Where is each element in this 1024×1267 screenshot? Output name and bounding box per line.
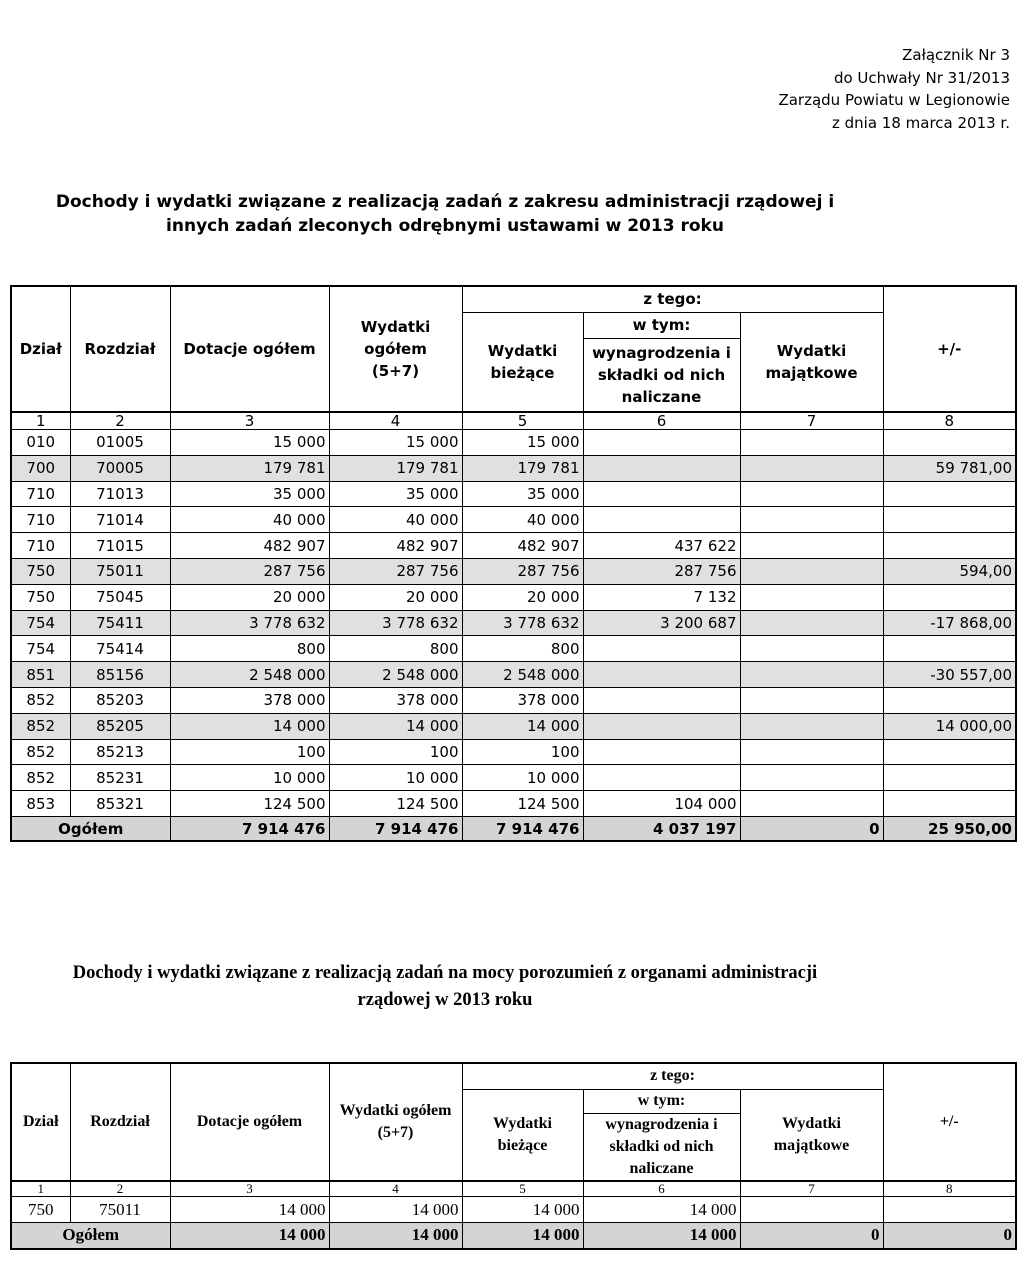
cell-wynagrodzenia bbox=[583, 687, 740, 713]
section1-title bbox=[20, 190, 870, 238]
cell-dotacje: 15 000 bbox=[170, 430, 329, 456]
header-majatkowe bbox=[740, 312, 883, 412]
cell-wydatki-ogolem: 20 000 bbox=[329, 584, 462, 610]
column-number: 8 bbox=[883, 412, 1016, 430]
attachment-note bbox=[778, 44, 1010, 134]
cell-wynagrodzenia bbox=[583, 430, 740, 456]
header-line: Wydatki bbox=[776, 341, 847, 360]
cell-wynagrodzenia bbox=[583, 739, 740, 765]
cell-rozdzial: 85205 bbox=[70, 713, 170, 739]
cell-wydatki-ogolem: 14 000 bbox=[329, 1197, 462, 1223]
header-line: bieżące bbox=[497, 1136, 548, 1154]
header-line: majątkowe bbox=[773, 1136, 850, 1154]
cell-biezace: 287 756 bbox=[462, 558, 583, 584]
cell-dotacje: 800 bbox=[170, 636, 329, 662]
column-number-row bbox=[11, 412, 1016, 430]
cell-biezace: 40 000 bbox=[462, 507, 583, 533]
cell-plusminus bbox=[883, 533, 1016, 559]
header-line: (5+7) bbox=[377, 1124, 414, 1141]
cell-dzial: 010 bbox=[11, 430, 70, 456]
section2-title-line: Dochody i wydatki związane z realizacją zadań na mocy porozumień z organami administracji bbox=[72, 963, 818, 983]
cell-wynagrodzenia: 437 622 bbox=[583, 533, 740, 559]
header-line: Wydatki bbox=[493, 1114, 552, 1132]
cell-dzial: 754 bbox=[11, 636, 70, 662]
column-number: 7 bbox=[740, 412, 883, 430]
header-line: wynagrodzenia i bbox=[605, 1115, 718, 1133]
cell-dzial: 853 bbox=[11, 791, 70, 817]
cell-rozdzial: 71013 bbox=[70, 481, 170, 507]
cell-wydatki-ogolem: 40 000 bbox=[329, 507, 462, 533]
header-line: Wydatki bbox=[782, 1114, 841, 1132]
total-wynagrodzenia: 4 037 197 bbox=[583, 816, 740, 841]
column-number: 3 bbox=[170, 1181, 329, 1197]
cell-dotacje: 14 000 bbox=[170, 1197, 329, 1223]
table-row bbox=[11, 739, 1016, 765]
header-line: bieżące bbox=[490, 363, 555, 382]
cell-wynagrodzenia: 14 000 bbox=[583, 1197, 740, 1223]
cell-plusminus bbox=[883, 765, 1016, 791]
total-dotacje: 7 914 476 bbox=[170, 816, 329, 841]
cell-wydatki-ogolem: 2 548 000 bbox=[329, 662, 462, 688]
cell-dotacje: 179 781 bbox=[170, 455, 329, 481]
cell-wydatki-ogolem: 124 500 bbox=[329, 791, 462, 817]
cell-dzial: 852 bbox=[11, 687, 70, 713]
column-number: 4 bbox=[329, 1181, 462, 1197]
total-wynagrodzenia: 14 000 bbox=[583, 1223, 740, 1249]
total-biezace: 7 914 476 bbox=[462, 816, 583, 841]
total-row bbox=[11, 816, 1016, 841]
section2-title bbox=[20, 960, 870, 1014]
column-number: 6 bbox=[583, 1181, 740, 1197]
column-number: 2 bbox=[70, 1181, 170, 1197]
table-row bbox=[11, 584, 1016, 610]
header-dzial: Dział bbox=[11, 1063, 70, 1181]
header-line: Wydatki bbox=[360, 318, 431, 336]
column-number: 7 bbox=[740, 1181, 883, 1197]
section2-title-line: rządowej w 2013 roku bbox=[357, 990, 533, 1010]
cell-plusminus: -17 868,00 bbox=[883, 610, 1016, 636]
cell-rozdzial: 85203 bbox=[70, 687, 170, 713]
header-majatkowe bbox=[740, 1089, 883, 1181]
cell-dotacje: 20 000 bbox=[170, 584, 329, 610]
cell-dzial: 710 bbox=[11, 533, 70, 559]
cell-wynagrodzenia bbox=[583, 662, 740, 688]
cell-dotacje: 40 000 bbox=[170, 507, 329, 533]
cell-wydatki-ogolem: 287 756 bbox=[329, 558, 462, 584]
table-row bbox=[11, 533, 1016, 559]
cell-wydatki-ogolem: 14 000 bbox=[329, 713, 462, 739]
cell-majatkowe bbox=[740, 791, 883, 817]
agreement-tasks-table bbox=[10, 1062, 1017, 1250]
attachment-note-line: do Uchwały Nr 31/2013 bbox=[833, 68, 1010, 87]
attachment-note-line: z dnia 18 marca 2013 r. bbox=[831, 113, 1010, 132]
total-biezace: 14 000 bbox=[462, 1223, 583, 1249]
table-row bbox=[11, 558, 1016, 584]
cell-majatkowe bbox=[740, 533, 883, 559]
column-number: 4 bbox=[329, 412, 462, 430]
cell-biezace: 800 bbox=[462, 636, 583, 662]
cell-biezace: 10 000 bbox=[462, 765, 583, 791]
cell-wydatki-ogolem: 3 778 632 bbox=[329, 610, 462, 636]
cell-majatkowe bbox=[740, 1197, 883, 1223]
table-row bbox=[11, 610, 1016, 636]
cell-dotacje: 287 756 bbox=[170, 558, 329, 584]
cell-rozdzial: 75414 bbox=[70, 636, 170, 662]
header-line: majątkowe bbox=[765, 363, 858, 382]
header-w-tym: w tym: bbox=[583, 1089, 740, 1113]
cell-plusminus: 59 781,00 bbox=[883, 455, 1016, 481]
cell-plusminus bbox=[883, 430, 1016, 456]
header-line: (5+7) bbox=[371, 362, 420, 380]
cell-biezace: 14 000 bbox=[462, 1197, 583, 1223]
header-line: naliczane bbox=[629, 1159, 694, 1177]
cell-rozdzial: 70005 bbox=[70, 455, 170, 481]
cell-biezace: 20 000 bbox=[462, 584, 583, 610]
cell-wydatki-ogolem: 100 bbox=[329, 739, 462, 765]
cell-biezace: 14 000 bbox=[462, 713, 583, 739]
header-dotacje: Dotacje ogółem bbox=[170, 286, 329, 412]
cell-rozdzial: 85321 bbox=[70, 791, 170, 817]
cell-majatkowe bbox=[740, 610, 883, 636]
header-rozdzial: Rozdział bbox=[70, 286, 170, 412]
cell-biezace: 482 907 bbox=[462, 533, 583, 559]
header-line: składki od nich bbox=[597, 365, 726, 384]
attachment-note-line: Zarządu Powiatu w Legionowie bbox=[778, 91, 1010, 109]
total-wydatki-ogolem: 14 000 bbox=[329, 1223, 462, 1249]
total-label: Ogółem bbox=[11, 816, 170, 841]
header-line: Wydatki ogółem bbox=[339, 1102, 452, 1119]
cell-biezace: 179 781 bbox=[462, 455, 583, 481]
cell-wynagrodzenia: 3 200 687 bbox=[583, 610, 740, 636]
cell-dzial: 750 bbox=[11, 558, 70, 584]
cell-wynagrodzenia bbox=[583, 765, 740, 791]
cell-wydatki-ogolem: 15 000 bbox=[329, 430, 462, 456]
header-dzial: Dział bbox=[11, 286, 70, 412]
table-row bbox=[11, 1197, 1016, 1223]
cell-plusminus bbox=[883, 481, 1016, 507]
header-rozdzial: Rozdział bbox=[70, 1063, 170, 1181]
cell-biezace: 3 778 632 bbox=[462, 610, 583, 636]
cell-wydatki-ogolem: 179 781 bbox=[329, 455, 462, 481]
cell-biezace: 15 000 bbox=[462, 430, 583, 456]
header-line: Wydatki bbox=[487, 341, 558, 360]
cell-biezace: 124 500 bbox=[462, 791, 583, 817]
cell-biezace: 2 548 000 bbox=[462, 662, 583, 688]
cell-biezace: 100 bbox=[462, 739, 583, 765]
cell-dotacje: 3 778 632 bbox=[170, 610, 329, 636]
cell-dzial: 852 bbox=[11, 765, 70, 791]
cell-wydatki-ogolem: 378 000 bbox=[329, 687, 462, 713]
cell-dotacje: 2 548 000 bbox=[170, 662, 329, 688]
cell-plusminus bbox=[883, 1197, 1016, 1223]
cell-plusminus: 594,00 bbox=[883, 558, 1016, 584]
table-row bbox=[11, 481, 1016, 507]
cell-dotacje: 35 000 bbox=[170, 481, 329, 507]
column-number: 5 bbox=[462, 412, 583, 430]
cell-wynagrodzenia bbox=[583, 636, 740, 662]
cell-wydatki-ogolem: 35 000 bbox=[329, 481, 462, 507]
table-row bbox=[11, 791, 1016, 817]
cell-rozdzial: 75045 bbox=[70, 584, 170, 610]
cell-dotacje: 100 bbox=[170, 739, 329, 765]
cell-dzial: 852 bbox=[11, 739, 70, 765]
table-row bbox=[11, 636, 1016, 662]
cell-biezace: 378 000 bbox=[462, 687, 583, 713]
cell-rozdzial: 75411 bbox=[70, 610, 170, 636]
table-row bbox=[11, 765, 1016, 791]
column-number-row bbox=[11, 1181, 1016, 1197]
cell-dotacje: 378 000 bbox=[170, 687, 329, 713]
header-biezace bbox=[462, 312, 583, 412]
cell-dzial: 700 bbox=[11, 455, 70, 481]
cell-majatkowe bbox=[740, 584, 883, 610]
cell-wynagrodzenia: 104 000 bbox=[583, 791, 740, 817]
total-row bbox=[11, 1223, 1016, 1249]
table-row bbox=[11, 507, 1016, 533]
cell-dzial: 754 bbox=[11, 610, 70, 636]
cell-wynagrodzenia: 7 132 bbox=[583, 584, 740, 610]
table-row bbox=[11, 713, 1016, 739]
header-w-tym: w tym: bbox=[583, 312, 740, 338]
total-plusminus: 0 bbox=[883, 1223, 1016, 1249]
header-line: składki od nich bbox=[609, 1137, 714, 1155]
total-label: Ogółem bbox=[11, 1223, 170, 1249]
cell-wynagrodzenia bbox=[583, 481, 740, 507]
cell-majatkowe bbox=[740, 481, 883, 507]
header-line: wynagrodzenia i bbox=[592, 343, 731, 362]
header-wydatki-ogolem bbox=[329, 286, 462, 412]
cell-biezace: 35 000 bbox=[462, 481, 583, 507]
cell-plusminus bbox=[883, 507, 1016, 533]
column-number: 2 bbox=[70, 412, 170, 430]
cell-dzial: 750 bbox=[11, 584, 70, 610]
cell-dzial: 750 bbox=[11, 1197, 70, 1223]
column-number: 5 bbox=[462, 1181, 583, 1197]
cell-wynagrodzenia bbox=[583, 455, 740, 481]
cell-wydatki-ogolem: 10 000 bbox=[329, 765, 462, 791]
cell-majatkowe bbox=[740, 765, 883, 791]
cell-majatkowe bbox=[740, 558, 883, 584]
cell-dotacje: 124 500 bbox=[170, 791, 329, 817]
cell-dzial: 710 bbox=[11, 481, 70, 507]
column-number: 8 bbox=[883, 1181, 1016, 1197]
cell-rozdzial: 85231 bbox=[70, 765, 170, 791]
header-line: naliczane bbox=[621, 387, 702, 406]
cell-wynagrodzenia bbox=[583, 713, 740, 739]
header-plusminus: +/- bbox=[883, 286, 1016, 412]
cell-majatkowe bbox=[740, 430, 883, 456]
column-number: 1 bbox=[11, 412, 70, 430]
header-wydatki-ogolem bbox=[329, 1063, 462, 1181]
cell-wydatki-ogolem: 482 907 bbox=[329, 533, 462, 559]
cell-majatkowe bbox=[740, 739, 883, 765]
cell-rozdzial: 85156 bbox=[70, 662, 170, 688]
table-row bbox=[11, 662, 1016, 688]
cell-rozdzial: 01005 bbox=[70, 430, 170, 456]
header-line: ogółem bbox=[364, 340, 427, 358]
cell-majatkowe bbox=[740, 662, 883, 688]
cell-rozdzial: 75011 bbox=[70, 1197, 170, 1223]
section1-title-line: innych zadań zleconych odrębnymi ustawami w 2013 roku bbox=[166, 216, 724, 236]
cell-dotacje: 482 907 bbox=[170, 533, 329, 559]
header-plusminus: +/- bbox=[883, 1063, 1016, 1181]
cell-dotacje: 10 000 bbox=[170, 765, 329, 791]
column-number: 1 bbox=[11, 1181, 70, 1197]
cell-plusminus bbox=[883, 791, 1016, 817]
total-plusminus: 25 950,00 bbox=[883, 816, 1016, 841]
cell-wydatki-ogolem: 800 bbox=[329, 636, 462, 662]
cell-plusminus bbox=[883, 636, 1016, 662]
header-dotacje: Dotacje ogółem bbox=[170, 1063, 329, 1181]
cell-wynagrodzenia: 287 756 bbox=[583, 558, 740, 584]
cell-rozdzial: 71014 bbox=[70, 507, 170, 533]
section1-title-line: Dochody i wydatki związane z realizacją zadań z zakresu administracji rządowej i bbox=[55, 192, 835, 212]
total-wydatki-ogolem: 7 914 476 bbox=[329, 816, 462, 841]
header-z-tego: z tego: bbox=[462, 286, 883, 312]
header-wynagrodzenia bbox=[583, 1113, 740, 1181]
column-number: 3 bbox=[170, 412, 329, 430]
cell-plusminus bbox=[883, 584, 1016, 610]
cell-majatkowe bbox=[740, 455, 883, 481]
table-row bbox=[11, 687, 1016, 713]
total-majatkowe: 0 bbox=[740, 816, 883, 841]
cell-rozdzial: 75011 bbox=[70, 558, 170, 584]
column-number: 6 bbox=[583, 412, 740, 430]
cell-dzial: 851 bbox=[11, 662, 70, 688]
cell-majatkowe bbox=[740, 687, 883, 713]
cell-majatkowe bbox=[740, 507, 883, 533]
cell-plusminus: -30 557,00 bbox=[883, 662, 1016, 688]
cell-dzial: 710 bbox=[11, 507, 70, 533]
table-row bbox=[11, 430, 1016, 456]
government-tasks-table bbox=[10, 285, 1017, 842]
cell-dzial: 852 bbox=[11, 713, 70, 739]
header-biezace bbox=[462, 1089, 583, 1181]
cell-majatkowe bbox=[740, 636, 883, 662]
header-z-tego: z tego: bbox=[462, 1063, 883, 1089]
cell-plusminus bbox=[883, 687, 1016, 713]
total-majatkowe: 0 bbox=[740, 1223, 883, 1249]
header-wynagrodzenia bbox=[583, 338, 740, 412]
total-dotacje: 14 000 bbox=[170, 1223, 329, 1249]
cell-plusminus bbox=[883, 739, 1016, 765]
table-row bbox=[11, 455, 1016, 481]
cell-rozdzial: 71015 bbox=[70, 533, 170, 559]
cell-wynagrodzenia bbox=[583, 507, 740, 533]
cell-rozdzial: 85213 bbox=[70, 739, 170, 765]
cell-dotacje: 14 000 bbox=[170, 713, 329, 739]
cell-majatkowe bbox=[740, 713, 883, 739]
attachment-note-line: Załącznik Nr 3 bbox=[902, 46, 1010, 64]
cell-plusminus: 14 000,00 bbox=[883, 713, 1016, 739]
